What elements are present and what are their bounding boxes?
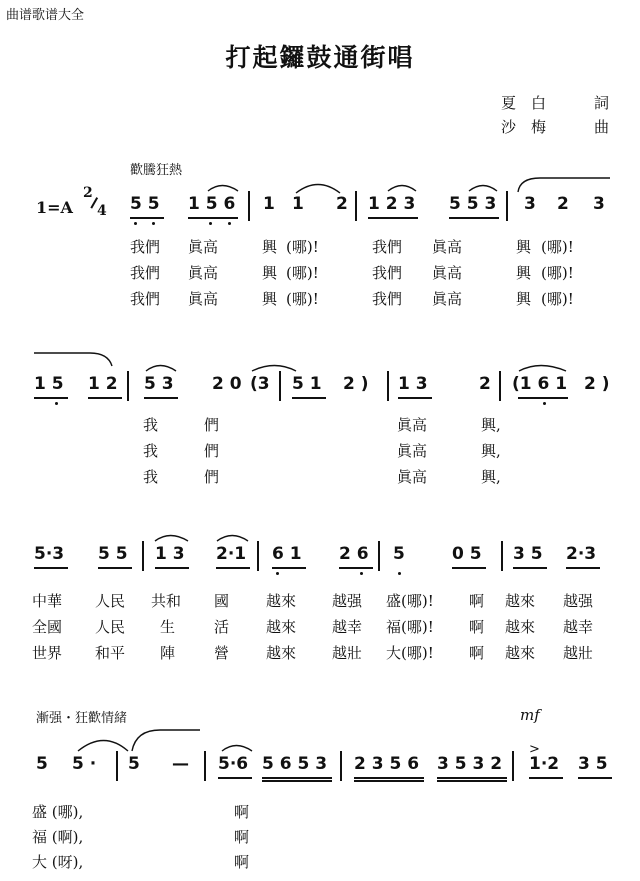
lyric-word: 們 xyxy=(204,468,220,486)
note-token: 2 6 xyxy=(339,544,369,564)
note-token: 2 ) xyxy=(343,374,369,394)
lyric-word: 我 xyxy=(143,468,159,486)
note-token: 1 3 xyxy=(398,374,428,394)
note-token: 1 5 6 xyxy=(188,194,236,214)
note-token: 3 5 xyxy=(578,754,608,774)
slur xyxy=(519,366,566,372)
lyric-word: 興, xyxy=(481,442,501,460)
lyric-word: 我們 xyxy=(372,264,403,282)
slur xyxy=(208,186,238,192)
lyric-word: 大 (呀), xyxy=(32,853,84,871)
note-token: 5·3 xyxy=(34,544,65,564)
note-token: 1 2 xyxy=(88,374,118,394)
note-token: 3 5 3 2 xyxy=(437,754,503,774)
note-token: 2·3 xyxy=(566,544,597,564)
note-token: 5 xyxy=(128,754,140,774)
time-signature-bottom: 4 xyxy=(97,203,107,219)
note-token: 1 xyxy=(292,194,304,214)
lyric-word: 我 xyxy=(143,442,159,460)
lyric-word: (哪)! xyxy=(286,264,319,282)
slur xyxy=(155,536,188,542)
note-token: 1 3 xyxy=(155,544,185,564)
lyric-word: 啊 xyxy=(469,644,485,662)
lyric-word: 人民 xyxy=(95,618,126,636)
lyric-word: 啊 xyxy=(234,828,250,846)
lyric-word: 我們 xyxy=(372,290,403,308)
note-token: 0 5 xyxy=(452,544,482,564)
lyric-word: 越幸 xyxy=(332,618,363,636)
note-token: 3 5 xyxy=(513,544,543,564)
lyric-word: (哪)! xyxy=(541,264,574,282)
composer-name: 沙 梅 xyxy=(501,118,547,136)
lyric-word: 世界 xyxy=(32,644,63,662)
lyric-word: 福(哪)! xyxy=(386,618,434,636)
lyric-word: 國 xyxy=(214,592,230,610)
note-token: 5 xyxy=(36,754,48,774)
slur xyxy=(388,186,416,192)
note-token: 5 5 xyxy=(98,544,128,564)
note-token: 5 3 xyxy=(144,374,174,394)
note-token: 2·1 xyxy=(216,544,247,564)
lyric-word: 越來 xyxy=(505,618,536,636)
lyric-word: 興, xyxy=(481,416,501,434)
tie xyxy=(296,185,340,194)
lyric-word: 越來 xyxy=(266,618,297,636)
tempo-marking: 歡騰狂熱 xyxy=(130,163,183,178)
note-token: — xyxy=(172,754,189,774)
lyric-word: 眞高 xyxy=(397,442,428,460)
lyric-word: 興, xyxy=(481,468,501,486)
note-token: 2 xyxy=(479,374,491,394)
lyric-word: 越强 xyxy=(563,592,594,610)
lyric-word: 興 xyxy=(262,264,278,282)
lyric-word: 越强 xyxy=(332,592,363,610)
slur xyxy=(469,186,497,192)
tie xyxy=(132,730,200,751)
lyric-word: 越來 xyxy=(266,592,297,610)
lyric-word: 盛 (哪), xyxy=(32,803,84,821)
note-token: 1·2 xyxy=(529,754,560,774)
note-token: 2 ) xyxy=(584,374,610,394)
composer-role: 曲 xyxy=(594,118,610,136)
lyric-word: 們 xyxy=(204,442,220,460)
note-token: 6 1 xyxy=(272,544,302,564)
lyric-word: 生 xyxy=(160,618,176,636)
song-title: 打起鑼鼓通街唱 xyxy=(225,43,415,72)
lyric-word: 越壯 xyxy=(332,644,363,662)
lyric-word: 全國 xyxy=(32,618,63,636)
lyric-word: 興 xyxy=(516,290,532,308)
lyric-word: 我們 xyxy=(130,290,161,308)
lyric-word: 眞高 xyxy=(188,264,219,282)
slur-end xyxy=(34,353,112,366)
lyric-word: 我們 xyxy=(372,238,403,256)
lyric-word: 眞高 xyxy=(432,264,463,282)
lyric-word: 啊 xyxy=(234,853,250,871)
note-token: 5 1 xyxy=(292,374,322,394)
lyric-word: 我們 xyxy=(130,264,161,282)
lyric-word: 陣 xyxy=(160,644,176,662)
note-token: 2 3 5 6 xyxy=(354,754,420,774)
lyric-word: 啊 xyxy=(469,618,485,636)
lyric-word: 眞高 xyxy=(432,290,463,308)
note-token: (1 6 1 xyxy=(512,374,568,394)
lyric-word: 眞高 xyxy=(397,416,428,434)
note-token: 5 5 3 xyxy=(449,194,497,214)
note-token: 5 xyxy=(393,544,405,564)
note-token: 5·6 xyxy=(218,754,249,774)
lyric-word: 越壯 xyxy=(563,644,594,662)
lyric-word: 共和 xyxy=(151,592,182,610)
lyric-word: 人民 xyxy=(95,592,126,610)
lyric-word: 啊 xyxy=(469,592,485,610)
note-token: 1 xyxy=(263,194,275,214)
lyric-word: 越來 xyxy=(505,644,536,662)
lyric-word: 活 xyxy=(214,618,230,636)
slur xyxy=(146,366,176,372)
note-token: 1 5 xyxy=(34,374,64,394)
lyric-word: 眞高 xyxy=(397,468,428,486)
lyric-word: 盛(哪)! xyxy=(386,592,434,610)
lyric-word: (哪)! xyxy=(541,238,574,256)
site-label: 曲谱歌谱大全 xyxy=(6,8,85,23)
lyric-word: 福 (啊), xyxy=(32,828,84,846)
time-signature-top: 2 xyxy=(83,185,93,201)
key-signature: 1=A xyxy=(36,198,73,217)
note-token: 5 · xyxy=(72,754,97,774)
lyric-word: 興 xyxy=(516,264,532,282)
lyric-word: 大(哪)! xyxy=(386,644,434,662)
lyric-word: 啊 xyxy=(234,803,250,821)
note-token: 2 0 xyxy=(212,374,242,394)
note-token: 1 2 3 xyxy=(368,194,416,214)
lyric-word: 越來 xyxy=(505,592,536,610)
lyric-word: (哪)! xyxy=(286,290,319,308)
lyric-word: 越來 xyxy=(266,644,297,662)
lyric-word: 興 xyxy=(262,238,278,256)
lyricist-role: 詞 xyxy=(594,94,610,112)
lyric-word: 我 xyxy=(143,416,159,434)
accent-marking: > xyxy=(529,742,540,757)
slur-continues xyxy=(518,178,610,192)
note-token: 2 xyxy=(557,194,569,214)
lyric-word: 們 xyxy=(204,416,220,434)
lyric-word: (哪)! xyxy=(286,238,319,256)
lyric-word: 營 xyxy=(214,644,230,662)
lyric-word: 和平 xyxy=(95,644,126,662)
lyric-word: 興 xyxy=(262,290,278,308)
lyric-word: (哪)! xyxy=(541,290,574,308)
lyric-word: 興 xyxy=(516,238,532,256)
note-token: (3 xyxy=(250,374,270,394)
slur xyxy=(217,536,248,542)
expression-marking: 漸强・狂歡情緒 xyxy=(36,711,128,726)
tie xyxy=(78,741,128,752)
lyric-word: 眞高 xyxy=(188,290,219,308)
lyric-word: 越幸 xyxy=(563,618,594,636)
lyric-word: 我們 xyxy=(130,238,161,256)
lyric-word: 眞高 xyxy=(188,238,219,256)
lyricist-name: 夏 白 xyxy=(501,94,547,112)
lyric-word: 眞高 xyxy=(432,238,463,256)
slur xyxy=(222,746,252,752)
note-token: 3 xyxy=(524,194,536,214)
note-token: 5 5 xyxy=(130,194,160,214)
note-token: 3 xyxy=(593,194,605,214)
slur xyxy=(252,366,296,372)
note-token: 2 xyxy=(336,194,348,214)
note-token: 5 6 5 3 xyxy=(262,754,328,774)
dynamic-marking: mf xyxy=(520,706,540,724)
lyric-word: 中華 xyxy=(32,592,63,610)
